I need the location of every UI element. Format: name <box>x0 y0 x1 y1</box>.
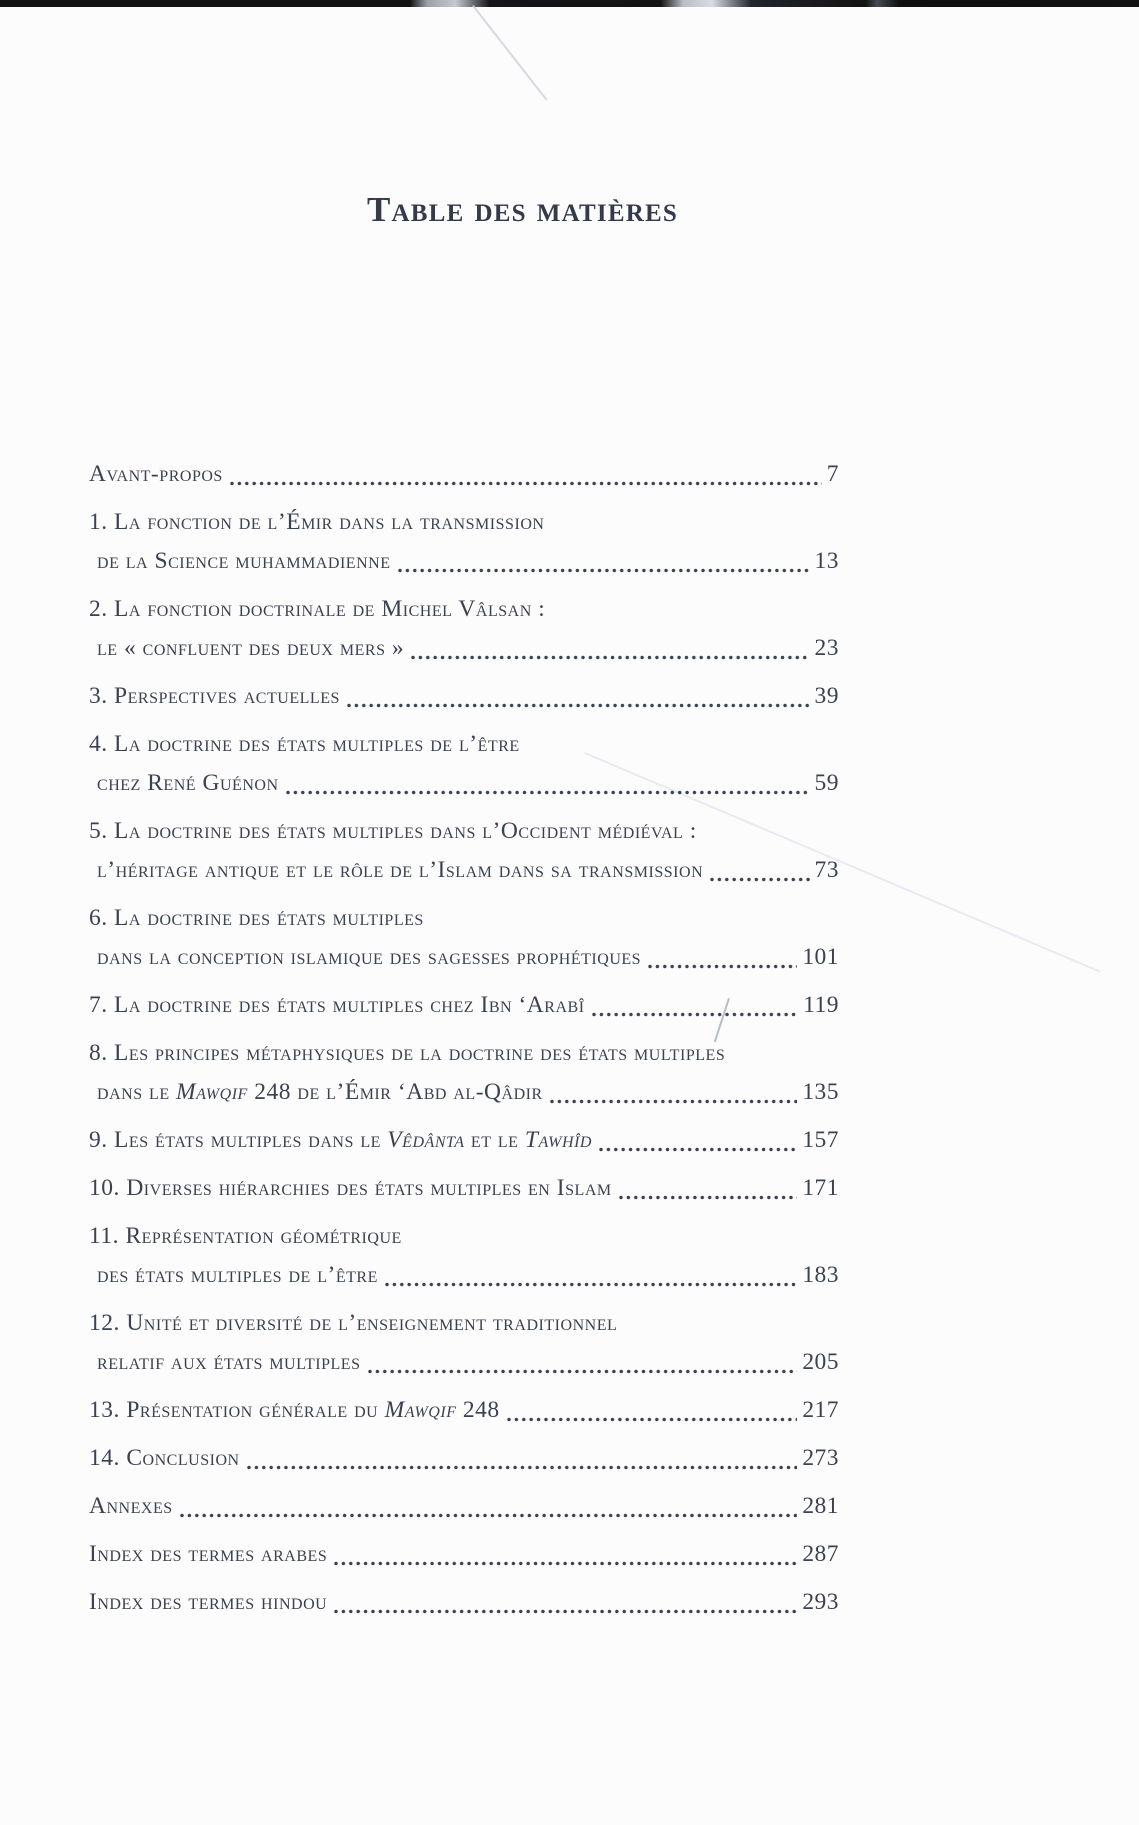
dot-leader <box>368 1368 798 1375</box>
toc-page-number: 59 <box>814 770 839 796</box>
toc-entry <box>89 986 839 1025</box>
toc-entry-text <box>89 1583 327 1622</box>
toc-entry-text-segment: 10. Diverses hiérarchies des états multiples en Islam <box>89 1175 612 1201</box>
toc-entry-text-segment: et le <box>464 1127 525 1153</box>
toc-entry-text-italic: Mawqif <box>176 1079 248 1105</box>
toc-line <box>89 938 839 977</box>
toc-entry-text <box>89 812 697 851</box>
toc-entry <box>89 1535 839 1574</box>
toc-entry-text <box>89 1169 612 1208</box>
toc-entry-text <box>97 1073 543 1112</box>
toc-page-number: 39 <box>814 683 839 709</box>
toc-entry-text-segment: de la Science muhammadienne <box>97 548 391 574</box>
toc-entry-text-segment: Index des termes arabes <box>89 1541 328 1567</box>
toc-entry-text-segment: l’héritage antique et le rôle de l’Islam dans sa transmission <box>97 857 704 883</box>
dot-leader <box>710 876 809 883</box>
toc-page-number: 205 <box>802 1349 839 1375</box>
toc-line <box>89 1304 839 1343</box>
toc-entry-text-segment: 11. Représentation géométrique <box>89 1223 402 1249</box>
toc-entry-text-italic: Tawhîd <box>524 1127 592 1153</box>
toc-page-number: 157 <box>802 1127 839 1153</box>
dot-leader <box>619 1194 798 1201</box>
dot-leader <box>180 1512 798 1519</box>
toc-entry-text-segment: 9. Les états multiples dans le <box>89 1127 388 1153</box>
dot-leader <box>385 1281 797 1288</box>
toc-page-number: 101 <box>802 944 839 970</box>
toc-list <box>89 455 839 1631</box>
toc-entry-text-segment: dans la conception islamique des sagesses prophétiques <box>97 944 642 970</box>
toc-entry-text-segment: chez René Guénon <box>97 770 279 796</box>
dot-leader <box>398 567 810 574</box>
dot-leader <box>286 789 810 796</box>
toc-entry-text-segment: 7. La doctrine des états multiples chez Ibn ‘Arabî <box>89 992 585 1018</box>
toc-line <box>89 1535 839 1574</box>
toc-line <box>89 1169 839 1208</box>
toc-entry <box>89 1121 839 1160</box>
toc-entry-text-segment: des états multiples de l’être <box>97 1262 378 1288</box>
toc-line <box>89 1487 839 1526</box>
toc-entry-text-segment: 3. Perspectives actuelles <box>89 683 340 709</box>
scan-edge-artifact-top <box>0 0 1139 7</box>
toc-page-number: 217 <box>802 1397 839 1423</box>
scan-crease-artifact <box>472 5 547 100</box>
toc-line <box>89 1391 839 1430</box>
toc-entry <box>89 455 839 494</box>
toc-entry <box>89 1391 839 1430</box>
toc-entry-text-italic: Mawqif <box>384 1397 457 1423</box>
toc-entry <box>89 899 839 977</box>
toc-entry-text-segment: le « confluent des deux mers » <box>97 635 405 661</box>
toc-line <box>89 590 839 629</box>
toc-entry-text-segment: Avant-propos <box>89 461 223 487</box>
dot-leader <box>334 1560 797 1567</box>
toc-entry <box>89 1217 839 1295</box>
toc-page-number: 7 <box>826 461 839 487</box>
toc-entry-text <box>89 725 520 764</box>
toc-line <box>89 764 839 803</box>
toc-entry-text-segment: 2. La fonction doctrinale de Michel Vâlsan : <box>89 596 546 622</box>
toc-page-number: 273 <box>802 1445 839 1471</box>
toc-entry-text-segment: 14. Conclusion <box>89 1445 240 1471</box>
toc-entry <box>89 1034 839 1112</box>
toc-line <box>89 1217 839 1256</box>
toc-entry-text <box>97 938 641 977</box>
toc-line <box>89 1256 839 1295</box>
toc-entry-text-segment: Index des termes hindou <box>89 1589 328 1615</box>
toc-entry <box>89 725 839 803</box>
toc-entry-text-segment: 13. Présentation générale du <box>89 1397 385 1423</box>
toc-line <box>89 986 839 1025</box>
toc-entry <box>89 590 839 668</box>
toc-entry-text-segment: dans le <box>97 1079 176 1105</box>
page-title-wrap <box>0 190 1139 230</box>
toc-entry-text <box>89 1391 500 1430</box>
toc-line <box>89 1439 839 1478</box>
dot-leader <box>592 1011 799 1018</box>
toc-page-number: 73 <box>814 857 839 883</box>
toc-page-number: 281 <box>802 1493 839 1519</box>
dot-leader <box>347 702 810 709</box>
toc-entry <box>89 1487 839 1526</box>
toc-line <box>89 1073 839 1112</box>
toc-line <box>89 1583 839 1622</box>
dot-leader <box>247 1464 798 1471</box>
toc-page-number: 135 <box>802 1079 839 1105</box>
toc-entry-text <box>89 899 424 938</box>
toc-page-number: 13 <box>814 548 839 574</box>
toc-entry-text-segment: Annexes <box>89 1493 173 1519</box>
toc-page-number: 119 <box>803 992 839 1018</box>
toc-entry-text <box>89 1034 725 1073</box>
toc-entry-text <box>97 542 391 581</box>
dot-leader <box>334 1608 797 1615</box>
dot-leader <box>599 1146 797 1153</box>
toc-entry-text <box>89 677 340 716</box>
toc-line <box>89 1121 839 1160</box>
toc-entry-text-segment: 8. Les principes métaphysiques de la doctrine des états multiples <box>89 1040 726 1066</box>
toc-line <box>89 1034 839 1073</box>
toc-entry-text-italic: Vêdânta <box>387 1127 465 1153</box>
toc-line <box>89 1343 839 1382</box>
toc-line <box>89 503 839 542</box>
toc-entry-text-segment: 1. La fonction de l’Émir dans la transmission <box>89 509 545 535</box>
toc-entry-text <box>89 1304 617 1343</box>
toc-entry-text <box>89 1487 173 1526</box>
toc-entry <box>89 1169 839 1208</box>
toc-entry-text <box>89 1217 402 1256</box>
dot-leader <box>550 1098 798 1105</box>
dot-leader <box>507 1416 798 1423</box>
toc-entry-text <box>89 1535 327 1574</box>
toc-entry-text-segment: 248 de l’Émir ‘Abd al-Qâdir <box>247 1079 543 1105</box>
dot-leader <box>648 963 797 970</box>
toc-line <box>89 899 839 938</box>
toc-entry-text <box>97 1256 378 1295</box>
toc-entry-text-segment: 4. La doctrine des états multiples de l’être <box>89 731 520 757</box>
toc-entry-text-segment: 6. La doctrine des états multiples <box>89 905 424 931</box>
page-title: Table des matières <box>366 190 679 229</box>
toc-entry-text <box>89 455 223 494</box>
toc-entry <box>89 1439 839 1478</box>
toc-entry <box>89 1304 839 1382</box>
toc-line <box>89 629 839 668</box>
toc-entry-text <box>97 851 703 890</box>
toc-line <box>89 725 839 764</box>
toc-line <box>89 455 839 494</box>
toc-page-number: 293 <box>802 1589 839 1615</box>
toc-page-number: 171 <box>802 1175 839 1201</box>
toc-entry <box>89 812 839 890</box>
dot-leader <box>411 654 809 661</box>
toc-entry-text <box>89 1439 240 1478</box>
toc-entry-text <box>89 590 545 629</box>
toc-entry-text <box>89 986 585 1025</box>
toc-entry <box>89 1583 839 1622</box>
toc-entry <box>89 503 839 581</box>
toc-entry-text <box>89 503 544 542</box>
toc-line <box>89 542 839 581</box>
toc-page-number: 183 <box>802 1262 839 1288</box>
toc-entry-text <box>89 1121 592 1160</box>
toc-line <box>89 851 839 890</box>
toc-entry-text <box>97 1343 361 1382</box>
toc-line <box>89 677 839 716</box>
toc-page-number: 23 <box>814 635 839 661</box>
toc-entry-text-segment: 5. La doctrine des états multiples dans l’Occident médiéval : <box>89 818 697 844</box>
toc-entry-text-segment: 248 <box>456 1397 500 1423</box>
toc-entry <box>89 677 839 716</box>
dot-leader <box>230 480 822 487</box>
toc-entry-text <box>97 629 404 668</box>
toc-entry-text-segment: relatif aux états multiples <box>97 1349 361 1375</box>
toc-page-number: 287 <box>802 1541 839 1567</box>
toc-entry-text-segment: 12. Unité et diversité de l’enseignement traditionnel <box>89 1310 618 1336</box>
toc-entry-text <box>97 764 279 803</box>
toc-line <box>89 812 839 851</box>
